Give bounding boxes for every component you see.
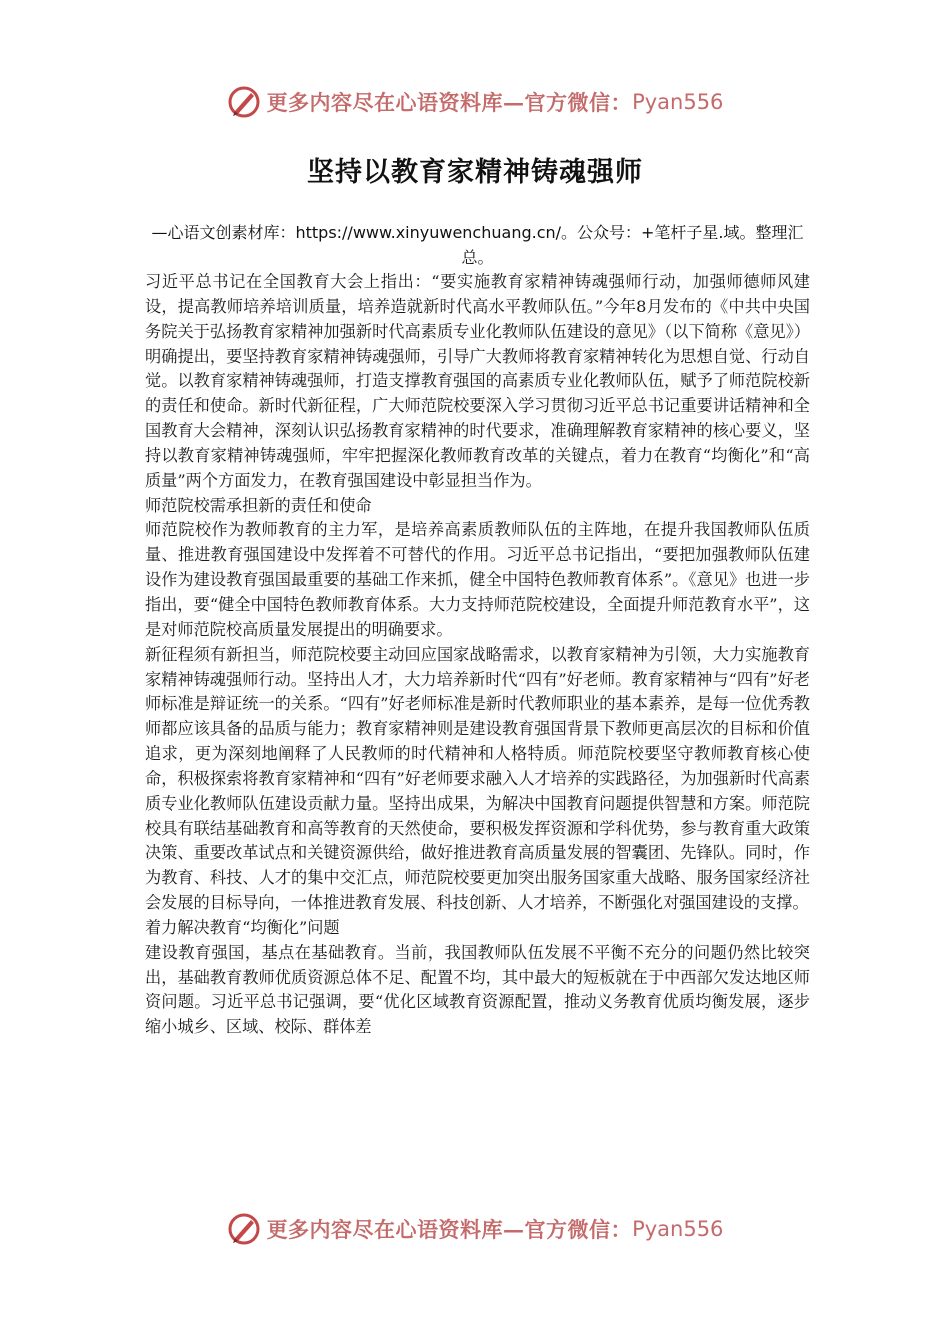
banner-text: 更多内容尽在心语资料库—官方微信： [266, 90, 633, 115]
banner-wechat-id: Pyan556 [632, 90, 724, 114]
section-heading-1: 师范院校需承担新的责任和使命 [145, 495, 372, 515]
footer-banner [0, 1209, 950, 1249]
section-heading-2: 着力解决教育“均衡化”问题 [145, 917, 340, 937]
page-title: 坚持以教育家精神铸魂强师 [307, 157, 643, 188]
pen-logo-icon [227, 1212, 261, 1246]
paragraph-3: 新征程须有新担当，师范院校要主动回应国家战略需求，以教育家精神为引领，大力实施教育家精神铸魂强师行动。坚持出人才，大力培养新时代“四有”好老师。教育家精神与“四有”好老师标准是辩证统一的关系。“四有”好老师标准是新时代教师职业的基本素养，是每一位优秀教师都应该具备的品质与能力；教育家精神则是建设教育强国背景下教师更高层次的目标和价值追求，更为深刻地阐释了人民教师的时代精神和人格特质。师范院校要坚守教师教育核心使命，积极探索将教育家精神和“四有”好老师要求融入人才培养的实践路径，为加强新时代高素质专业化教师队伍建设贡献力量。坚持出成果，为解决中国教育问题提供智慧和方案。师范院校具有联结基础教育和高等教育的天然使命，要积极发挥资源和学科优势，参与教育重大政策决策、重要改革试点和关键资源供给，做好推进教育高质量发展的智囊团、先锋队。同时，作为教育、科技、人才的集中交汇点，师范院校要更加突出服务国家重大战略、服务国家经济社会发展的目标导向，一体推进教育发展、科技创新、人才培养，不断强化对强国建设的支撑。 [145, 644, 810, 913]
pen-logo-icon [227, 85, 261, 119]
banner-wechat-id: Pyan556 [632, 1217, 724, 1241]
source-line: —心语文创素材库：https://www.xinyuwenchuang.cn/。公众号：+笔杆子星.域。整理汇总。 [151, 223, 804, 267]
paragraph-5: 建设教育强国，基点在基础教育。当前，我国教师队伍发展不平衡不充分的问题仍然比较突出，基础教育教师优质资源总体不足、配置不均，其中最大的短板就在于中西部欠发达地区师资问题。习近平总书记强调，要“优化区域教育资源配置，推动义务教育优质均衡发展，逐步缩小城乡、区域、校际、群体差 [145, 942, 810, 1037]
banner-text: 更多内容尽在心语资料库—官方微信： [266, 1217, 633, 1242]
article-body [145, 270, 810, 1040]
paragraph-intro: 习近平总书记在全国教育大会上指出：“要实施教育家精神铸魂强师行动，加强师德师风建设，提高教师培养培训质量，培养造就新时代高水平教师队伍。”今年8月发布的《中共中央国务院关于弘扬教育家精神加强新时代高素质专业化教师队伍建设的意见》（以下简称《意见》）明确提出，要坚持教育家精神铸魂强师，引导广大教师将教育家精神转化为思想自觉、行动自觉。以教育家精神铸魂强师，打造支撑教育强国的高素质专业化教师队伍，赋予了师范院校新的责任和使命。新时代新征程，广大师范院校要深入学习贯彻习近平总书记重要讲话精神和全国教育大会精神，深刻认识弘扬教育家精神的时代要求，准确理解教育家精神的核心要义，坚持以教育家精神铸魂强师，牢牢把握深化教师教育改革的关键点，着力在教育“均衡化”和“高质量”两个方面发力，在教育强国建设中彰显担当作为。 [145, 272, 810, 490]
header-banner [0, 82, 950, 122]
paragraph-2: 师范院校作为教师教育的主力军，是培养高素质教师队伍的主阵地，在提升我国教师队伍质量、推进教育强国建设中发挥着不可替代的作用。习近平总书记指出，“要把加强教师队伍建设作为建设教育强国最重要的基础工作来抓，健全中国特色教师教育体系”。《意见》也进一步指出，要“健全中国特色教师教育体系。大力支持师范院校建设，全面提升师范教育水平”，这是对师范院校高质量发展提出的明确要求。 [145, 520, 810, 639]
